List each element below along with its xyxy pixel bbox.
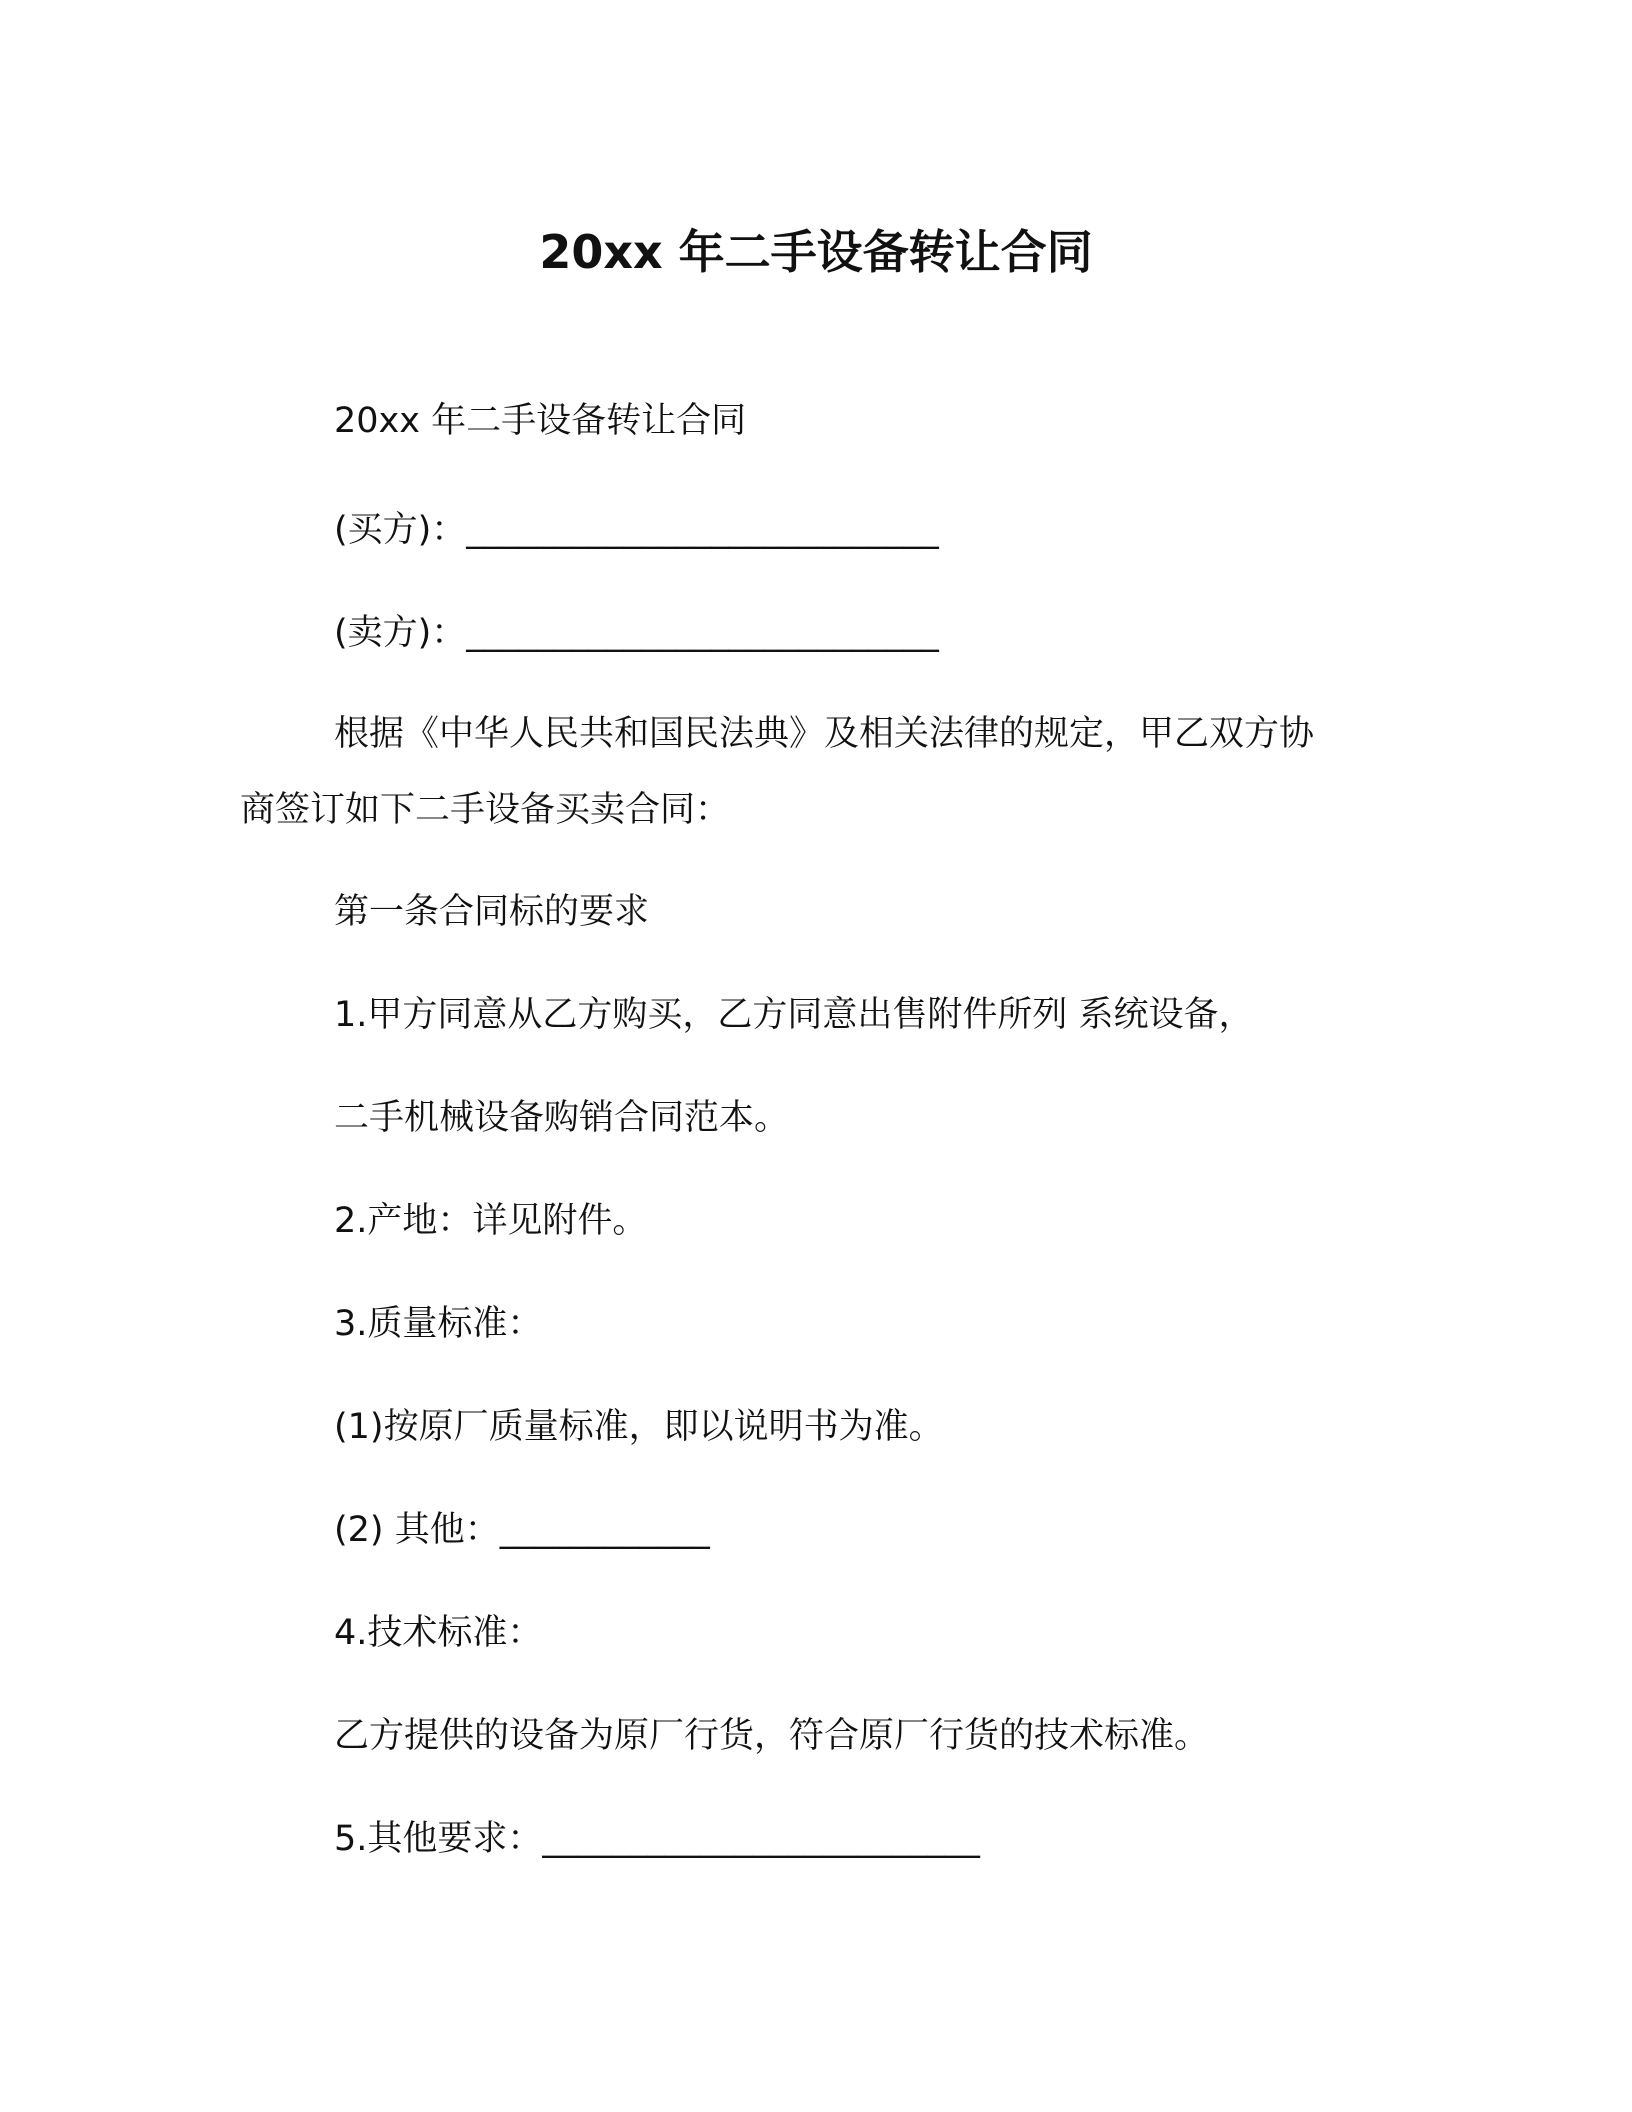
article-one-heading: 第一条合同标的要求 bbox=[334, 892, 650, 932]
clause-1-continuation: 二手机械设备购销合同范本。 bbox=[334, 1098, 790, 1138]
clause-3: 3.质量标准： bbox=[334, 1304, 543, 1344]
clause-3-item-1: (1)按原厂质量标准，即以说明书为准。 bbox=[334, 1407, 944, 1447]
buyer-line: (买方)：___________________________ bbox=[334, 510, 939, 550]
intro-paragraph-line-2: 商签订如下二手设备买卖合同： bbox=[240, 790, 731, 830]
subtitle-line: 20xx 年二手设备转让合同 bbox=[334, 401, 747, 441]
document-title: 20xx 年二手设备转让合同 bbox=[539, 225, 1093, 279]
seller-line: (卖方)：___________________________ bbox=[334, 613, 939, 653]
clause-5: 5.其他要求：_________________________ bbox=[334, 1819, 980, 1859]
clause-4: 4.技术标准： bbox=[334, 1613, 543, 1653]
intro-paragraph-line-1: 根据《中华人民共和国民法典》及相关法律的规定，甲乙双方协 bbox=[334, 714, 1315, 754]
clause-1: 1.甲方同意从乙方购买，乙方同意出售附件所列 系统设备， bbox=[334, 995, 1254, 1035]
clause-4-detail: 乙方提供的设备为原厂行货，符合原厂行货的技术标准。 bbox=[334, 1716, 1210, 1756]
clause-2: 2.产地：详见附件。 bbox=[334, 1201, 648, 1241]
clause-3-item-2: (2) 其他：____________ bbox=[334, 1510, 710, 1550]
